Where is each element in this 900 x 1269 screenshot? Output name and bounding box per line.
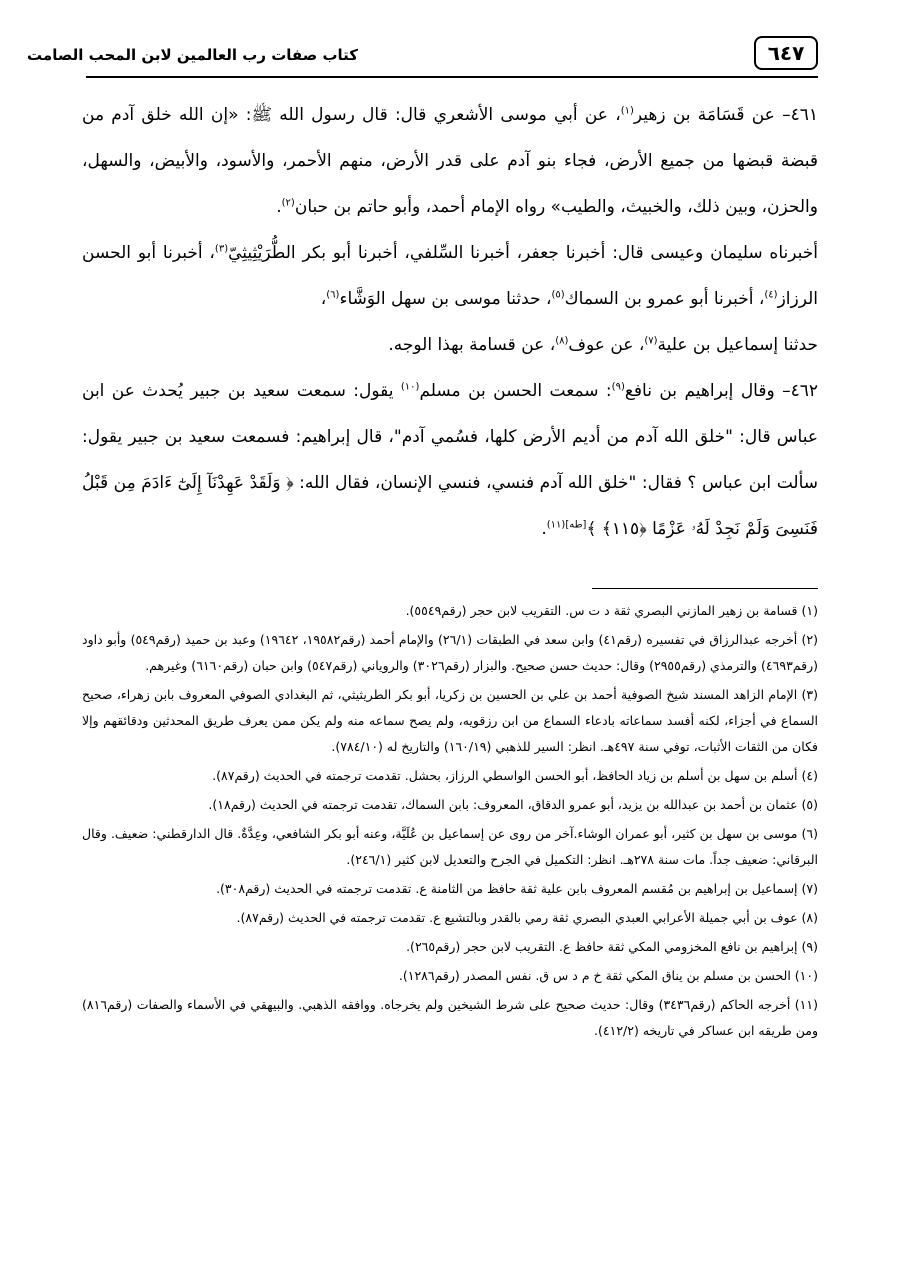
footnote: (٨) عوف بن أبي جميلة الأعرابي العبدي البصري ثقة رمي بالقدر وبالتشيع ع. تقدمت ترجمته في الحديث (رقم٨٧). [236, 910, 818, 925]
footnote: (٩) إبراهيم بن نافع المخزومي المكي ثقة حافظ ع. التقريب لابن حجر (رقم٢٦٥). [406, 939, 818, 954]
text-run: ٤٦٢– وقال إبراهيم بن نافع [624, 381, 818, 401]
isnad-paragraph [82, 230, 818, 322]
footnote-ref[interactable]: (٨) [555, 335, 569, 347]
text-run: أخبرناه سليمان وعيسى قال: أخبرنا جعفر، أخبرنا السِّلفي، أخبرنا أبو بكر الطُّرَيْثِيثِيّ [228, 243, 818, 263]
text-run: . [276, 197, 282, 217]
text-run: ، أخبرنا أبو عمرو بن السماك [564, 289, 765, 309]
text-run: يقول: سمعت سعيد بن جبير يُحدث عن ابن عباس قال: "خلق الله آدم من أديم الأرض كلها، فسُمي آدم"، قال إبراهيم: فسمعت سعيد بن جبير يقول: سألت ابن عباس ؟ فقال: "خلق الله آدم فنسي، فنسي الإنسان، فقال الله: [82, 381, 818, 493]
text-run: ، حدثنا موسى بن سهل الوَشَّاء [339, 289, 552, 309]
text-run: ، عن أبي موسى الأشعري قال: قال رسول الله ﷺ: «إن الله خلق آدم من قبضة قبضها من جميع الأرض، فجاء بنو آدم على قدر الأرض، منهم الأحمر، والأسود، والأبيض، والسهل، والحزن، وبين ذلك، والخبيث، والطيب» رواه الإمام أحمد، وأبو حاتم بن حبان [82, 105, 818, 217]
footnote: (٣) الإمام الزاهد المسند شيخ الصوفية أحمد بن علي بن الحسين بن زكريا، أبو بكر الطريثيثي، ثم البغدادي الصوفي المعروف بابن زهراء، صحيح السماع في أجزاء، لكنه أفسد سماعاته بادعاء السماع من ابن رزقويه، ولم يصح سماعه منه ولم يكن ممن يعرف طريق المحدثين ودقائقهم وإلا فكان من الثقات الأثبات، توفي سنة ٤٩٧هـ. انظر: السير للذهبي (١٦٠/١٩) والتاريخ له (٧٨٤/١٠). [82, 687, 818, 754]
text-run: . [541, 519, 547, 539]
isnad-continuation [82, 322, 818, 368]
running-header [27, 36, 818, 78]
main-text [82, 92, 818, 552]
footnote-ref[interactable]: (٥) [551, 289, 565, 301]
text-run: ، عن عوف [568, 335, 645, 355]
footnote: (٥) عثمان بن أحمد بن عبدالله بن يزيد، أبو عمرو الدقاق، المعروف: بابن السماك، تقدمت ترجمته في الحديث (رقم١٨). [208, 797, 818, 812]
footnote: (١٠) الحسن بن مسلم بن يناق المكي ثقة خ م د س ق. نفس المصدر (رقم١٢٨٦). [398, 968, 818, 983]
footnote: (٧) إسماعيل بن إبراهيم بن مُقسم المعروف بابن علية ثقة حافظ من الثامنة ع. تقدمت ترجمته في الحديث (رقم٣٠٨). [216, 881, 818, 896]
footnote-ref[interactable]: (٧) [644, 335, 658, 347]
footnote: (٤) أسلم بن سهل بن أسلم بن زياد الحافظ، أبو الحسن الواسطي الرزاز، بحشل. تقدمت ترجمته في الحديث (رقم٨٧). [212, 768, 818, 783]
footnote-ref[interactable]: (٤) [764, 289, 778, 301]
quran-verse: ﴿ وَلَقَدْ عَهِدْنَآ إِلَىٰٓ ءَادَمَ مِن قَبْلُ فَنَسِىَ وَلَمْ نَجِدْ لَهُۥ عَزْمًا ﴿١١٥﴾ ﴾ [82, 473, 818, 539]
footnote: (١) قسامة بن زهير المازني البصري ثقة د ت س. التقريب لابن حجر (رقم٥٥٤٩). [405, 603, 818, 618]
text-run: ، عن قسامة بهذا الوجه. [388, 335, 556, 355]
text-run: ٤٦١– عن قَسَامَة بن زهير [633, 105, 818, 125]
page-number: ٦٤٧ [754, 36, 818, 70]
footnote-ref[interactable]: (١١) [546, 519, 566, 531]
text-run: ، [320, 289, 327, 309]
hadith-461 [82, 92, 818, 230]
footnote: (٦) موسى بن سهل بن كثير، أبو عمران الوشاء.آخر من روى عن إسماعيل بن عُلَيَّة، وعنه أبو بكر الشافعي، وعِدَّةٌ. قال الدارقطني: ضعيف. وقال البرقاني: ضعيف جداً. مات سنة ٢٧٨هـ. انظر: التكميل في الجرح والتعديل لابن كثير (٢٤٦/١). [82, 826, 818, 867]
book-title: كتاب صفات رب العالمين لابن المحب الصامت [27, 46, 358, 64]
text-run: حدثنا إسماعيل بن علية [657, 335, 818, 355]
text-run: ، أخبرنا أبو الحسن الرزاز [82, 243, 818, 309]
footnote-ref[interactable]: (٢) [281, 197, 295, 209]
text-run: : سمعت الحسن بن مسلم [419, 381, 612, 401]
hadith-462 [82, 368, 818, 552]
surah-reference: [طه] [565, 519, 587, 531]
footnote: (١١) أخرجه الحاكم (رقم٣٤٣٦) وقال: حديث صحيح على شرط الشيخين ولم يخرجاه. ووافقه الذهبي. والبيهقي في الأسماء والصفات (رقم٨١٦) ومن طريقه ابن عساكر في تاريخه (٤١٢/٢). [82, 997, 818, 1038]
footnote-ref[interactable]: (٣) [214, 243, 229, 255]
footnote-divider [592, 588, 818, 589]
footnote: (٢) أخرجه عبدالرزاق في تفسيره (رقم٤١) وابن سعد في الطبقات (٢٦/١) والإمام أحمد (رقم١٩٥٨٢، ١٩٦٤٢) وعبد بن حميد (رقم٥٤٩) وأبو داود (رقم٤٦٩٣) والترمذي (رقم٢٩٥٥) وقال: حديث حسن صحيح. والبزار (رقم٣٠٢٦) والروياني (رقم٥٤٧) وابن حبان (رقم٦١٦٠) وغيرهم. [82, 632, 818, 673]
footnote-ref[interactable]: (١٠) [400, 381, 420, 393]
footnote-ref[interactable]: (٩) [611, 381, 625, 393]
footnote-ref[interactable]: (٦) [326, 289, 340, 301]
footnotes [82, 598, 818, 1047]
footnote-ref[interactable]: (١) [620, 105, 634, 117]
